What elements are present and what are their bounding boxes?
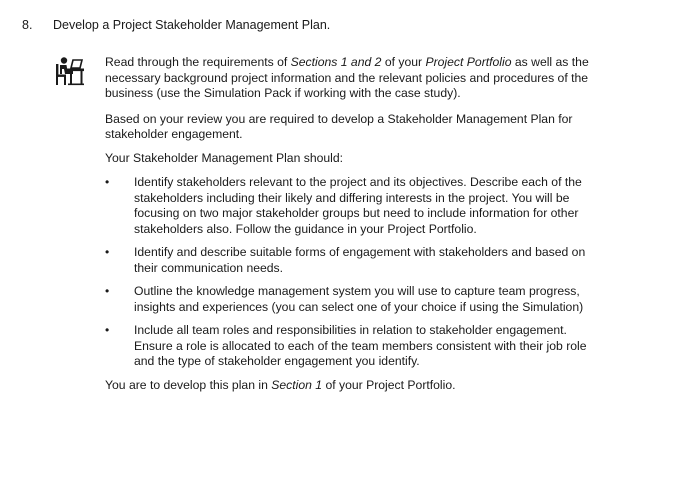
closing-paragraph: You are to develop this plan in Section 1 of your Project Portfolio. <box>105 377 456 392</box>
list-item: • Identify and describe suitable forms of engagement with stakeholders and based on their communication needs. <box>105 245 586 275</box>
bullet-icon: • <box>105 245 110 259</box>
list-item: • Identify stakeholders relevant to the project and its objectives. Describe each of the stakeholders including their likely and differing interests in the project. You will be focusing on two major stakeholder groups but need to include information for other stakeholders also. Follow the guidance in your Project Portfolio. <box>105 175 582 236</box>
person-at-desk-icon <box>53 56 85 86</box>
task-title: Develop a Project Stakeholder Management Plan. <box>53 18 331 32</box>
bullet-icon: • <box>105 323 110 337</box>
task-instructions <box>105 55 625 393</box>
intro-paragraph: Read through the requirements of Sections 1 and 2 of your Project Portfolio as well as the necessary background project information and the relevant policies and procedures of the business (use the Simulation Pack if working with the case study). <box>105 55 589 100</box>
requirements-list <box>105 175 625 370</box>
plan-should-intro: Your Stakeholder Management Plan should: <box>105 150 344 165</box>
list-item: • Include all team roles and responsibilities in relation to stakeholder engagement. Ensure a role is allocated to each of the team members consistent with their job role and the type of stakeholder engagement you identify. <box>105 323 587 368</box>
task-number: 8. <box>22 18 33 32</box>
list-item: • Outline the knowledge management system you will use to capture team progress, insights and experiences (you can select one of your choice if using the Simulation) <box>105 284 584 314</box>
bullet-icon: • <box>105 175 110 189</box>
review-paragraph: Based on your review you are required to develop a Stakeholder Management Plan for stakeholder engagement. <box>105 111 573 141</box>
bullet-icon: • <box>105 284 110 298</box>
task-heading <box>22 17 330 33</box>
